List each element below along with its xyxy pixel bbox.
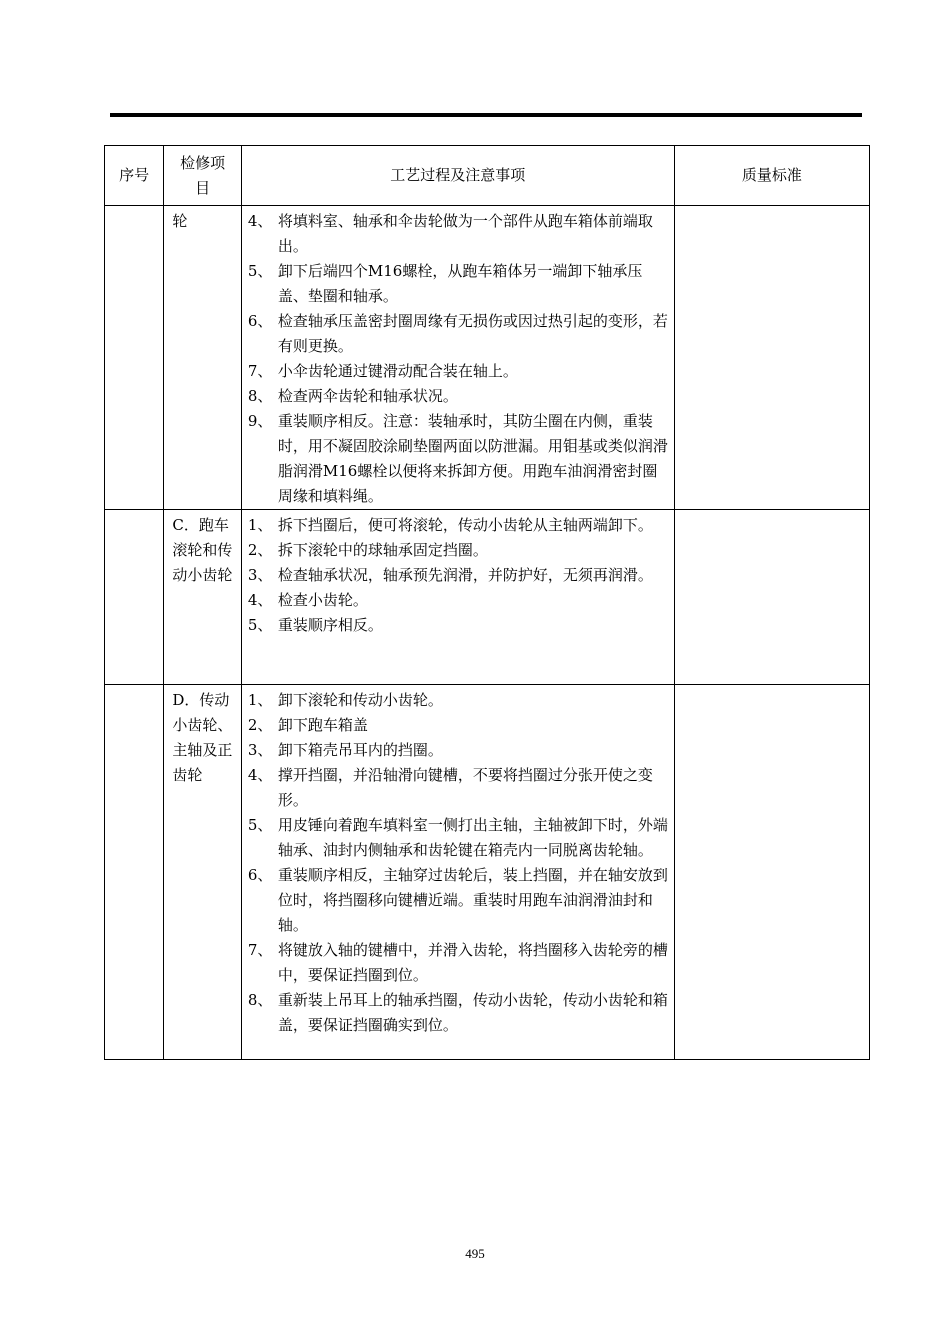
row-process-cell [241,206,674,510]
step-number: 3、 [247,566,273,584]
process-step [248,688,670,713]
row-index-cell [105,510,164,685]
step-number: 2、 [247,541,273,559]
step-number: 9、 [247,412,273,430]
process-step [248,384,670,409]
step-text: 重新装上吊耳上的轴承挡圈，传动小齿轮，传动小齿轮和箱盖，要保证挡圈确实到位。 [277,991,668,1034]
process-step [248,938,670,988]
table-header-row [105,146,870,206]
step-text: 重装顺序相反。注意：装轴承时，其防尘圈在内侧，重装时，用不凝固胶涂刷垫圈两面以防泄漏。用钼基或类似润滑脂润滑M16螺栓以便将来拆卸方便。用跑车油润滑密封圈周缘和填料绳。 [277,412,668,505]
row-item-cell: 轮 [164,206,242,510]
step-text: 卸下后端四个M16螺栓，从跑车箱体另一端卸下轴承压盖、垫圈和轴承。 [277,262,643,305]
step-text: 拆下挡圈后，便可将滚轮，传动小齿轮从主轴两端卸下。 [277,516,653,534]
step-number: 2、 [247,716,273,734]
step-number: 5、 [247,816,273,834]
step-text: 卸下滚轮和传动小齿轮。 [277,691,443,709]
step-number: 4、 [247,766,273,784]
process-step [248,513,670,538]
header-item: 检修项目 [164,146,242,206]
process-step [248,588,670,613]
step-number: 7、 [247,362,273,380]
process-step [248,209,670,259]
row-item-cell: C．跑车滚轮和传动小齿轮 [164,510,242,685]
process-step [248,813,670,863]
header-quality: 质量标准 [674,146,869,206]
step-number: 6、 [247,866,273,884]
step-number: 5、 [247,616,273,634]
step-text: 检查小齿轮。 [277,591,368,609]
row-index-cell [105,206,164,510]
step-text: 小伞齿轮通过键滑动配合装在轴上。 [277,362,518,380]
step-text: 检查轴承状况，轴承预先润滑，并防护好，无须再润滑。 [277,566,653,584]
process-step [248,409,670,509]
step-number: 1、 [247,691,273,709]
table-row [105,206,870,510]
step-text: 卸下跑车箱盖 [277,716,368,734]
step-text: 将键放入轴的键槽中，并滑入齿轮，将挡圈移入齿轮旁的槽中，要保证挡圈到位。 [277,941,668,984]
step-number: 8、 [247,991,273,1009]
step-text: 撑开挡圈，并沿轴滑向键槽，不要将挡圈过分张开使之变形。 [277,766,653,809]
table-row [105,510,870,685]
step-text: 检查轴承压盖密封圈周缘有无损伤或因过热引起的变形，若有则更换。 [277,312,668,355]
table-row [105,685,870,1060]
process-step [248,538,670,563]
step-number: 7、 [247,941,273,959]
process-step [248,738,670,763]
step-number: 6、 [247,312,273,330]
process-step [248,563,670,588]
page-number: 495 [465,1246,485,1261]
row-item-cell: D．传动小齿轮、主轴及正齿轮 [164,685,242,1060]
header-rule [110,113,862,117]
table-body [105,206,870,1060]
step-number: 8、 [247,387,273,405]
header-process: 工艺过程及注意事项 [241,146,674,206]
process-step [248,259,670,309]
row-process-cell [241,510,674,685]
process-step [248,309,670,359]
step-number: 1、 [247,516,273,534]
row-quality-cell [674,206,869,510]
row-index-cell [105,685,164,1060]
step-text: 将填料室、轴承和伞齿轮做为一个部件从跑车箱体前端取出。 [277,212,653,255]
step-number: 4、 [247,212,273,230]
process-step [248,613,670,638]
step-text: 用皮锤向着跑车填料室一侧打出主轴，主轴被卸下时，外端轴承、油封内侧轴承和齿轮键在箱壳内一同脱离齿轮轴。 [277,816,668,859]
row-process-cell [241,685,674,1060]
step-number: 4、 [247,591,273,609]
step-text: 重装顺序相反，主轴穿过齿轮后，装上挡圈，并在轴安放到位时，将挡圈移向键槽近端。重装时用跑车油润滑油封和轴。 [277,866,668,934]
process-step [248,713,670,738]
step-text: 卸下箱壳吊耳内的挡圈。 [277,741,443,759]
process-step [248,763,670,813]
process-step [248,863,670,938]
row-quality-cell [674,685,869,1060]
process-step [248,359,670,384]
process-step [248,988,670,1038]
row-quality-cell [674,510,869,685]
step-text: 重装顺序相反。 [277,616,383,634]
header-index: 序号 [105,146,164,206]
step-number: 3、 [247,741,273,759]
step-number: 5、 [247,262,273,280]
maintenance-table [104,145,870,1060]
step-text: 拆下滚轮中的球轴承固定挡圈。 [277,541,488,559]
step-text: 检查两伞齿轮和轴承状况。 [277,387,458,405]
